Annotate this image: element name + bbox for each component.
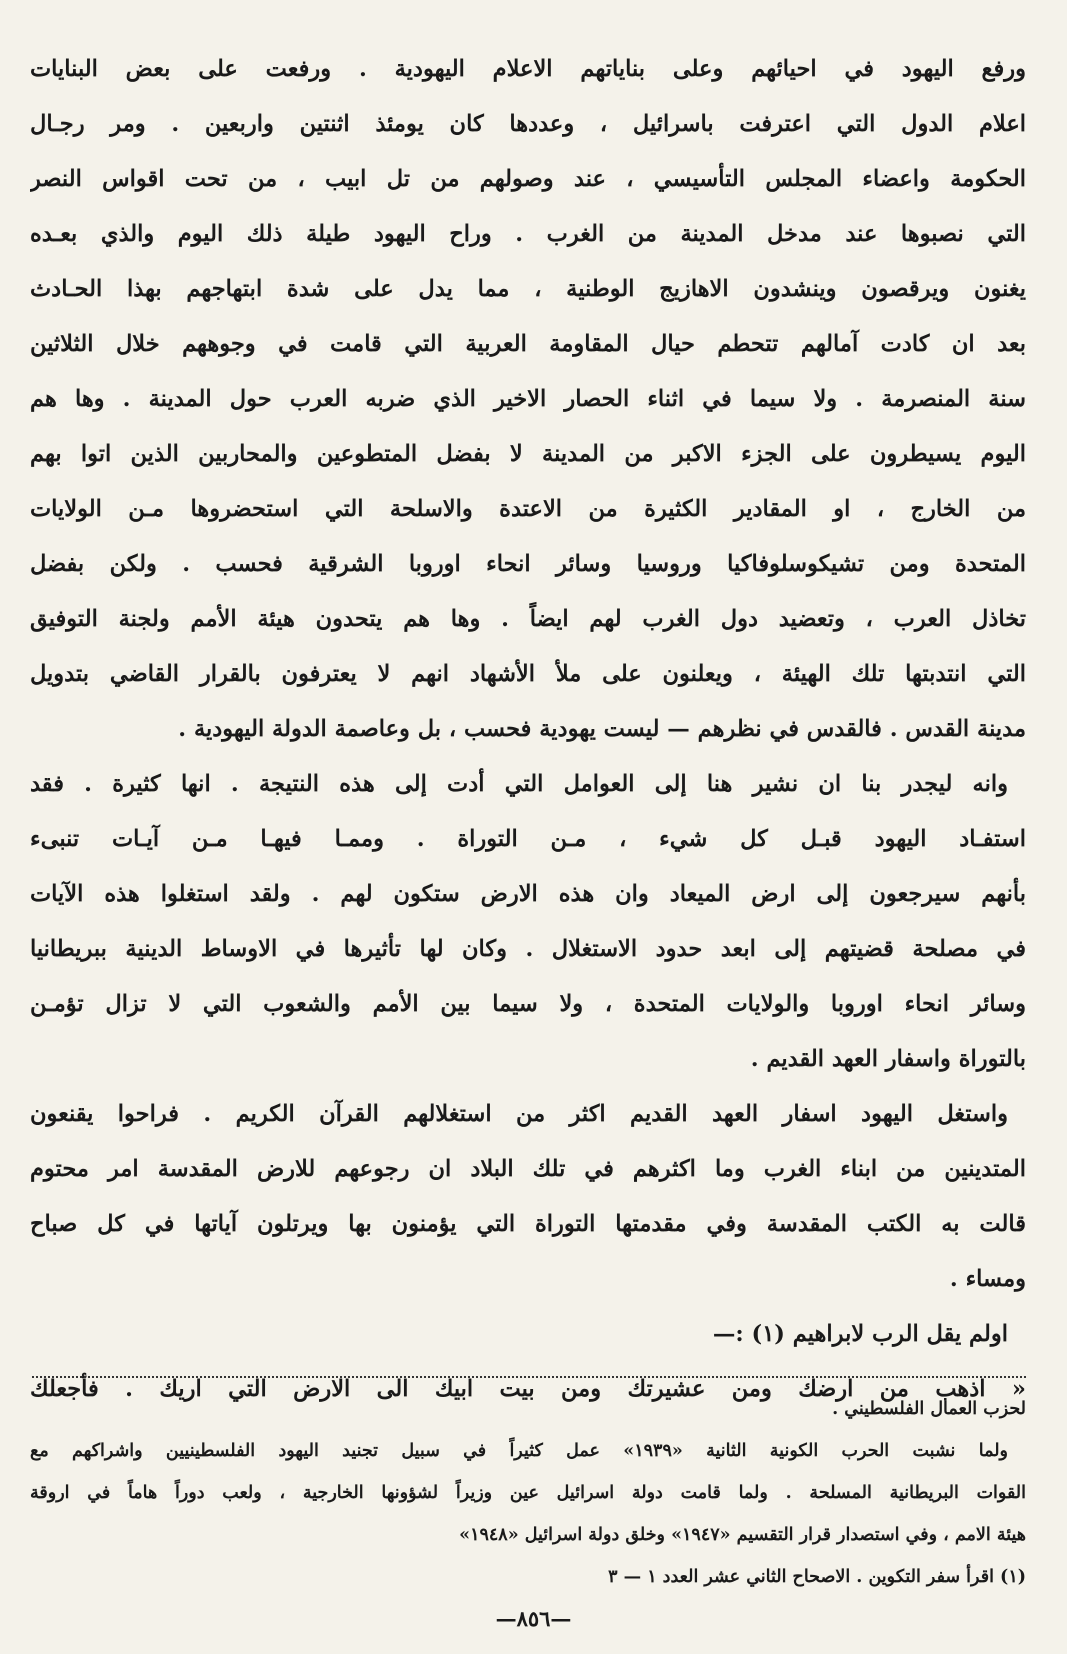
footnotes (30, 1388, 1026, 1598)
footnote-line: ولما نشبت الحرب الكونية الثانية «١٩٣٩» عمل كثيراً في سبيل تجنيد اليهود الفلسطينيين واشراكهم مع (30, 1441, 1008, 1461)
text-line: بأنهم سيرجعون إلى ارض الميعاد وان هذه الارض ستكون لهم . ولقد استغلوا هذه الآيات (30, 881, 1026, 907)
text-line: المتحدة ومن تشيكوسلوفاكيا وروسيا وسائر انحاء اوروبا الشرقية فحسب . ولكن بفضل (30, 551, 1026, 577)
footnote-line: (١) اقرأ سفر التكوين . الاصحاح الثاني عشر العدد ١ — ٣ (608, 1567, 1026, 1587)
quote-text: « اذهب من ارضك ومن عشيرتك ومن بيت ابيك الى الارض التي اريك . فأجعلك (30, 1376, 1026, 1402)
text-line: مدينة القدس . فالقدس في نظرهم — ليست يهودية فحسب ، بل وعاصمة الدولة اليهودية . (178, 716, 1026, 742)
text-line: استفـاد اليهود قبـل كل شيء ، مـن التوراة . وممـا فيهـا مـن آيـات تنبىء (30, 826, 1026, 852)
footnote-separator (32, 1376, 1026, 1378)
text-line: في مصلحة قضيتهم إلى ابعد حدود الاستغلال . وكان لها تأثيرها في الاوساط الدينية ببريطانيا (30, 936, 1026, 962)
text-line: التي نصبوها عند مدخل المدينة من الغرب . وراح اليهود طيلة ذلك اليوم والذي بعـده (30, 221, 1026, 247)
text-line: اليوم يسيطرون على الجزء الاكبر من المدينة لا بفضل المتطوعين والمحاربين الذين اتوا بهم (30, 441, 1026, 467)
quote-intro: اولم يقل الرب لابراهيم (١) :— (712, 1321, 1008, 1347)
text-line: التي انتدبتها تلك الهيئة ، ويعلنون على ملأ الأشهاد انهم لا يعترفون بالقرار القاضي بتدويل (30, 661, 1026, 687)
text-line: المتدينين من ابناء الغرب وما اكثرهم في تلك البلاد ان رجوعهم للارض المقدسة امر محتوم (30, 1156, 1026, 1182)
text-line: واستغل اليهود اسفار العهد القديم اكثر من استغلالهم القرآن الكريم . فراحوا يقنعون (30, 1101, 1008, 1127)
footnote-line: هيئة الامم ، وفي استصدار قرار التقسيم «١٩٤٧» وخلق دولة اسرائيل «١٩٤٨» (459, 1525, 1026, 1545)
page-number: —٨٥٦— (495, 1606, 572, 1631)
main-text (30, 42, 1026, 1417)
footnote-line: لحزب العمال الفلسطيني . (832, 1399, 1026, 1419)
text-line: الحكومة واعضاء المجلس التأسيسي ، عند وصولهم من تل ابيب ، من تحت اقواس النصر (30, 166, 1026, 192)
text-line: وانه ليجدر بنا ان نشير هنا إلى العوامل التي أدت إلى هذه النتيجة . انها كثيرة . فقد (30, 771, 1008, 797)
text-line: اعلام الدول التي اعترفت باسرائيل ، وعددها كان يومئذ اثنتين واربعين . ومر رجـال (30, 111, 1026, 137)
text-line: قالت به الكتب المقدسة وفي مقدمتها التوراة التي يؤمنون بها ويرتلون آياتها في كل صباح (30, 1211, 1026, 1237)
text-line: من الخارج ، او المقادير الكثيرة من الاعتدة والاسلحة التي استحضروها مـن الولايات (30, 496, 1026, 522)
text-line: ورفع اليهود في احيائهم وعلى بناياتهم الاعلام اليهودية . ورفعت على بعض البنايات (30, 56, 1026, 82)
text-line: تخاذل العرب ، وتعضيد دول الغرب لهم ايضاً . وها هم يتحدون هيئة الأمم ولجنة التوفيق (30, 606, 1026, 632)
text-line: وسائر انحاء اوروبا والولايات المتحدة ، ولا سيما بين الأمم والشعوب التي لا تزال تؤمـن (30, 991, 1026, 1017)
footnote-line: القوات البريطانية المسلحة . ولما قامت دولة اسرائيل عين وزيراً لشؤونها الخارجية ، ولعب دوراً هاماً في اروقة (30, 1483, 1026, 1503)
text-line: بالتوراة واسفار العهد القديم . (750, 1046, 1026, 1072)
text-line: ومساء . (949, 1266, 1026, 1292)
text-line: يغنون ويرقصون وينشدون الاهازيج الوطنية ، مما يدل على شدة ابتهاجهم بهذا الحـادث (30, 276, 1026, 302)
text-line: سنة المنصرمة . ولا سيما في اثناء الحصار الاخير الذي ضربه العرب حول المدينة . وها هم (30, 386, 1026, 412)
text-line: بعد ان كادت آمالهم تتحطم حيال المقاومة العربية التي قامت في وجوههم خلال الثلاثين (30, 331, 1026, 357)
